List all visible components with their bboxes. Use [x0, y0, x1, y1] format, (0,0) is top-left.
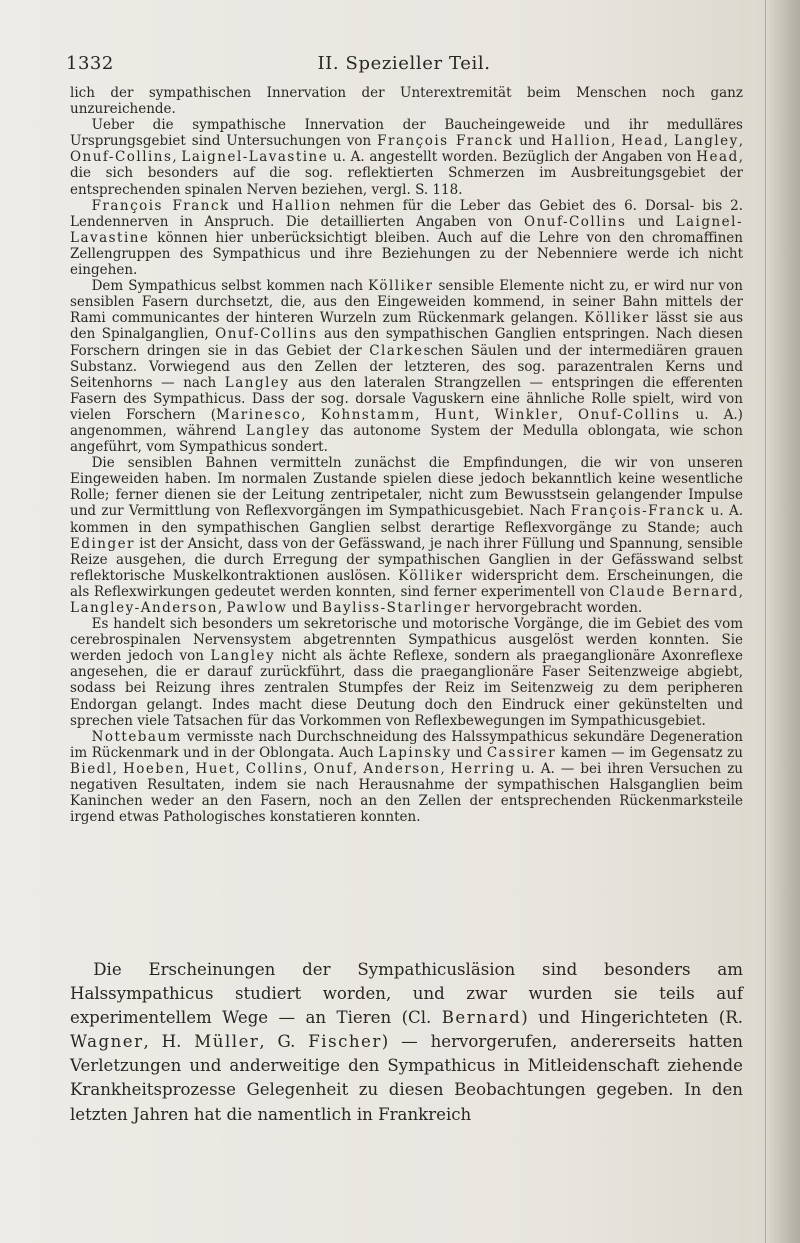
- running-title: II. Spezieller Teil.: [317, 53, 491, 74]
- author-name: Marinesco: [215, 406, 302, 423]
- author-name: Onuf: [313, 760, 353, 777]
- author-name: Langley-Anderson: [70, 600, 218, 616]
- page-gutter-shadow: [765, 0, 800, 1243]
- author-name: Kölliker: [398, 567, 464, 584]
- author-name: Collins: [245, 760, 304, 777]
- author-name: Clarke: [369, 342, 424, 359]
- paragraph: Es handelt sich besonders um sekretorische und motorische Vorgänge, die im Gebiet des vom cerebrospinalen Nervensystem abgetrennten Sympathicus ausgelöst werden konnten. Sie werden jedoch von Langley nicht als ächte Reflexe, sondern als praeganglionäre Axonreflexe angesehen, die er darauf zurückführt, dass die praeganglionäre Faser Seitenzweige abgiebt, sodass bei Reizung ihres zentralen Stumpfes der Reiz im Seitenzweig zu dem peripheren Endorgan gelangt. Indes macht diese Deutung doch den Eindruck einer gekünstelten und sprechen viele Tatsachen für das Vorkommen von Reflexbewegungen im Sympathicusgebiet.: [70, 616, 743, 729]
- author-name: Bernard: [441, 1008, 522, 1028]
- author-name: Hallion: [271, 197, 332, 214]
- author-name: Edinger: [70, 535, 135, 552]
- author-name: Lapinsky: [378, 744, 452, 761]
- author-name: Pawlow: [226, 600, 288, 616]
- author-name: Langley: [210, 648, 276, 665]
- author-name: Onuf-Collins: [215, 326, 318, 343]
- paragraph: Die Erscheinungen der Sympathicusläsion sind besonders am Halssympathicus studiert worden, und zwar wurden sie teils auf experimentellem Wege — an Tieren (Cl. Bernard) und Hingerichteten (R. Wagner, H. Müller, G. Fischer) — hervorgerufen, andererseits hatten Verletzungen und anderweitige den Sympathicus in Mitleidenschaft ziehende Krankheitsprozesse Gelegenheit zu diesen Beobachtungen gegeben. In den letzten Jahren hat die namentlich in Frankreich: [70, 960, 744, 1124]
- author-name: Kölliker: [368, 278, 434, 295]
- author-name: Langley: [674, 133, 739, 150]
- author-name: Cassirer: [486, 744, 557, 761]
- author-name: Kölliker: [584, 310, 650, 327]
- paragraph: François Franck und Hallion nehmen für die Leber das Gebiet des 6. Dorsal- bis 2. Lendennerven in Anspruch. Die detaillierten Angaben von Onuf-Collins und Laignel-Lavastine können hier unberücksichtigt bleiben. Auch auf die Lehre von den chromaffinen Zellengruppen des Sympathicus und ihre Beziehungen zu der Nebenniere werde ich nicht eingehen.: [70, 197, 743, 279]
- author-name: Onuf-Collins: [578, 406, 681, 423]
- author-name: Fischer: [308, 1032, 382, 1052]
- author-name: François-Franck: [570, 503, 706, 520]
- body-text: [70, 85, 743, 825]
- author-name: François Franck: [377, 133, 514, 150]
- author-name: Head: [696, 149, 739, 166]
- author-name: Laignel-Lavastine: [70, 213, 743, 246]
- paragraph: Die sensiblen Bahnen vermitteln zunächst die Empfindungen, die wir von unseren Eingeweiden haben. Im normalen Zustande spielen diese jedoch bekanntlich keine wesentliche Rolle; ferner dienen sie der Leitung zentripetaler, nicht zum Bewusstsein gelangender Impulse und zur Vermittlung von Reflexvorgängen im Sympathicusgebiet. Nach François-Franck u. A. kommen in den sympathischen Ganglien selbst derartige Reflexvorgänge zu Stande; auch Edinger ist der Ansicht, dass von der Gefässwand, je nach ihrer Füllung und Spannung, sensible Reize ausgehen, die durch Erregung der sympathischen Ganglien in der Gefässwand selbst reflektorische Muskelkontraktionen auslösen. Kölliker widerspricht dem. Erscheinungen, die als Reflexwirkungen gedeutet werden konnten, sind ferner experimentell von Claude Bernard, Langley-Anderson, Pawlow und Bayliss-Starlinger hervorgebracht worden.: [70, 455, 743, 616]
- paragraph: lich der sympathischen Innervation der Unterextremität beim Menschen noch ganz unzureichende.: [70, 85, 743, 118]
- author-name: Head: [621, 133, 664, 150]
- author-name: François Franck: [91, 197, 230, 214]
- page-number: 1332: [66, 53, 114, 74]
- author-name: Biedl: [70, 760, 113, 777]
- author-name: Müller: [194, 1032, 260, 1052]
- author-name: Nottebaum: [91, 728, 182, 745]
- author-name: Langley: [245, 422, 311, 439]
- paragraph: Dem Sympathicus selbst kommen nach Kölliker sensible Elemente nicht zu, er wird nur von sensiblen Fasern durchsetzt, die, aus den Eingeweiden kommend, in seiner Bahn mittels der Rami communicantes der hinteren Wurzeln zum Rückenmark gelangen. Kölliker lässt sie aus den Spinalganglien, Onuf-Collins aus den sympathischen Ganglien entspringen. Nach diesen Forschern dringen sie in das Gebiet der Clarkeschen Säulen und der intermediären grauen Substanz. Vorwiegend aus den Zellen der letzteren, des sog. parazentralen Kerns und Seitenhorns — nach Langley aus den lateralen Strangzellen — entspringen die efferenten Fasern des Sympathicus. Dass der sog. dorsale Vaguskern eine ähnliche Rolle spielt, wird von vielen Forschern (Marinesco, Kohnstamm, Hunt, Winkler, Onuf-Collins u. A.) angenommen, während Langley das autonome System der Medulla oblongata, wie schon angeführt, vom Sympathicus sondert.: [70, 278, 744, 456]
- author-name: Hunt: [434, 406, 476, 423]
- author-name: Winkler: [494, 406, 559, 423]
- author-name: Onuf-Collins: [70, 149, 173, 166]
- author-name: Herring: [450, 760, 516, 777]
- author-name: Wagner: [70, 1032, 144, 1052]
- paragraph: Ueber die sympathische Innervation der Baucheingeweide und ihr medulläres Ursprungsgebiet sind Untersuchungen von François Franck und Hallion, Head, Langley, Onuf-Collins, Laignel-Lavastine u. A. angestellt worden. Bezüglich der Angaben von Head, die sich besonders auf die sog. reflektierten Schmerzen im Ausbreitungsgebiet der entsprechenden spinalen Nerven beziehen, vergl. S. 118.: [70, 117, 744, 198]
- author-name: Bayliss-Starlinger: [322, 600, 472, 616]
- author-name: Hallion: [551, 133, 612, 150]
- author-name: Huet: [195, 760, 236, 777]
- author-name: Claude Bernard: [609, 583, 739, 600]
- author-name: Langley: [224, 374, 290, 391]
- page-header: [66, 52, 742, 76]
- author-name: Anderson: [363, 760, 441, 777]
- large-print-section: [70, 958, 743, 1127]
- paragraph: Nottebaum vermisste nach Durchschneidung des Halssympathicus sekundäre Degeneration im Rückenmark und in der Oblongata. Auch Lapinsky und Cassirer kamen — im Gegensatz zu Biedl, Hoeben, Huet, Collins, Onuf, Anderson, Herring u. A. — bei ihren Versuchen zu negativen Resultaten, indem sie nach Herausnahme der sympathischen Halsganglien beim Kaninchen weder an den Fasern, noch an den Zellen der entsprechenden Rückenmarksteile irgend etwas Pathologisches konstatieren konnten.: [70, 728, 744, 826]
- author-name: Hoeben: [123, 760, 186, 777]
- author-name: Kohnstamm: [320, 406, 416, 423]
- author-name: Onuf-Collins: [524, 213, 627, 230]
- author-name: Laignel-Lavastine: [181, 149, 329, 166]
